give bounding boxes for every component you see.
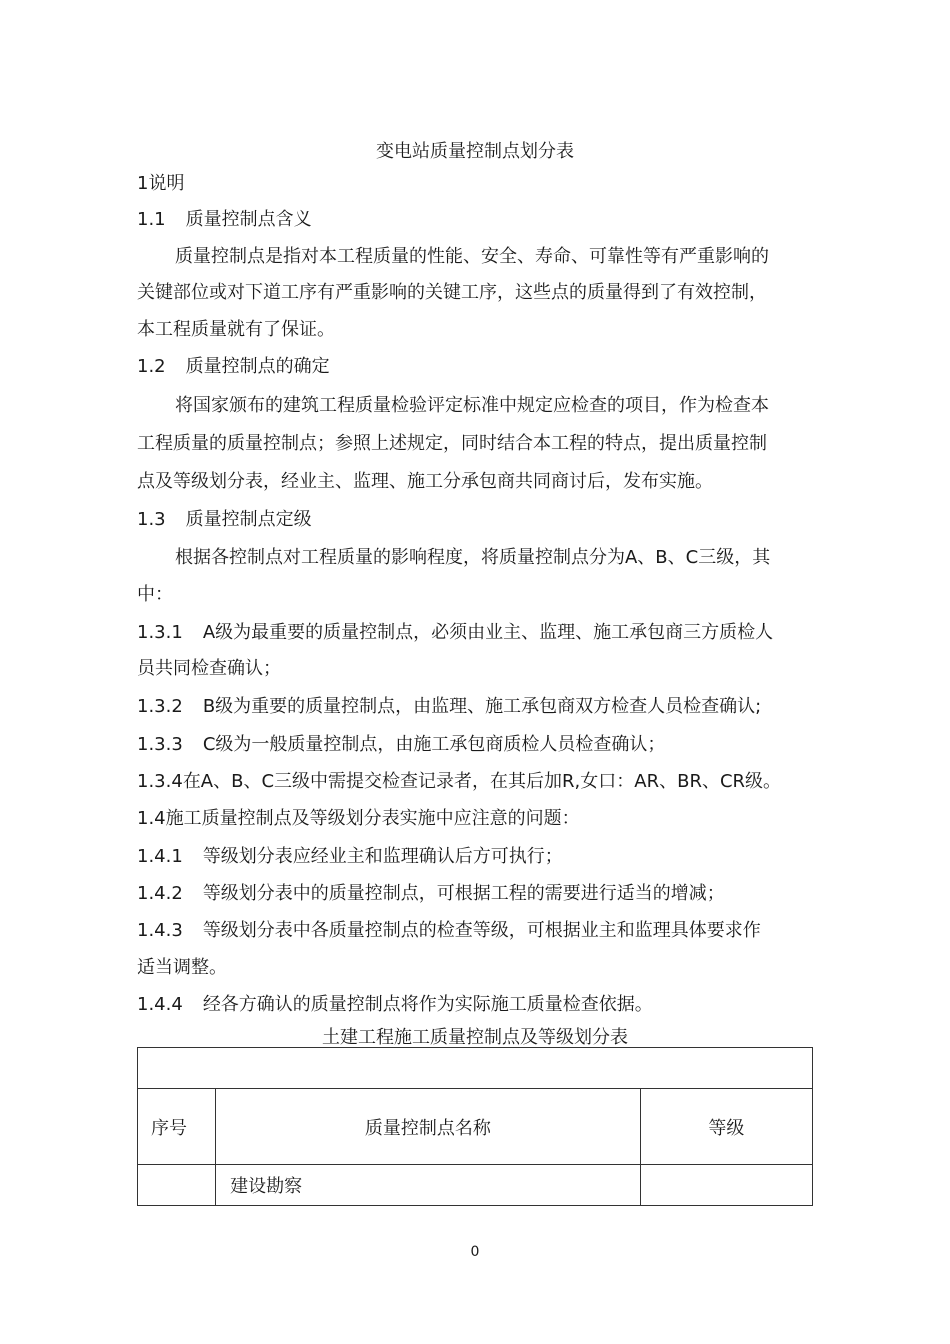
paragraph-line: 将国家颁布的建筑工程质量检验评定标准中规定应检查的项目，作为检查本 (175, 395, 769, 416)
table-caption: 土建工程施工质量控制点及等级划分表 (322, 1027, 628, 1048)
list-item: 1.4.2 等级划分表中的质量控制点，可根据工程的需要进行适当的增减； (137, 883, 725, 904)
paragraph-line: 根据各控制点对工程质量的影响程度，将质量控制点分为A、B、C三级，其 (175, 547, 771, 568)
quality-control-table (137, 1047, 813, 1206)
document-title: 变电站质量控制点划分表 (376, 141, 574, 162)
paragraph-line: 点及等级划分表，经业主、监理、施工分承包商共同商讨后，发布实施。 (137, 471, 713, 492)
paragraph-line: 质量控制点是指对本工程质量的性能、安全、寿命、可靠性等有严重影响的 (175, 246, 769, 267)
table-row (138, 1165, 813, 1206)
list-item: 1.3.3 C级为一般质量控制点，由施工承包商质检人员检查确认； (137, 734, 666, 755)
list-item: 1.4.1 等级划分表应经业主和监理确认后方可执行； (137, 846, 563, 867)
page-number: 0 (470, 1244, 480, 1260)
paragraph-line: 本工程质量就有了保证。 (137, 319, 335, 340)
list-item: 1.3.2 B级为重要的质量控制点，由监理、施工承包商双方检查人员检查确认; (137, 696, 762, 717)
list-item: 1.4.3 等级划分表中各质量控制点的检查等级，可根据业主和监理具体要求作 (137, 920, 761, 941)
section-heading: 1说明 (137, 173, 185, 194)
list-item: 1.3.4在A、B、C三级中需提交检查记录者，在其后加R,女口：AR、BR、CR级。 (137, 771, 782, 792)
table-title-cell (138, 1048, 813, 1089)
table-title-row (138, 1048, 813, 1089)
section-heading: 1.2 质量控制点的确定 (137, 356, 330, 377)
header-grade: 等级 (640, 1089, 812, 1165)
cell-grade (640, 1165, 812, 1206)
header-name: 质量控制点名称 (216, 1089, 641, 1165)
section-heading: 1.1 质量控制点含义 (137, 209, 312, 230)
paragraph-line: 中： (137, 584, 173, 605)
paragraph-line: 工程质量的质量控制点；参照上述规定，同时结合本工程的特点，提出质量控制 (137, 433, 767, 454)
paragraph-line: 员共同检查确认； (137, 658, 281, 679)
paragraph-line: 适当调整。 (137, 957, 227, 978)
list-item: 1.3.1 A级为最重要的质量控制点，必须由业主、监理、施工承包商三方质检人 (137, 622, 774, 643)
paragraph-line: 关键部位或对下道工序有严重影响的关键工序，这些点的质量得到了有效控制， (137, 282, 767, 303)
table-header-row (138, 1089, 813, 1165)
section-heading: 1.4施工质量控制点及等级划分表实施中应注意的问题： (137, 808, 580, 829)
header-serial: 序号 (138, 1089, 216, 1165)
section-heading: 1.3 质量控制点定级 (137, 509, 312, 530)
cell-name: 建设勘察 (216, 1165, 641, 1206)
list-item: 1.4.4 经各方确认的质量控制点将作为实际施工质量检查依据。 (137, 994, 653, 1015)
cell-serial (138, 1165, 216, 1206)
